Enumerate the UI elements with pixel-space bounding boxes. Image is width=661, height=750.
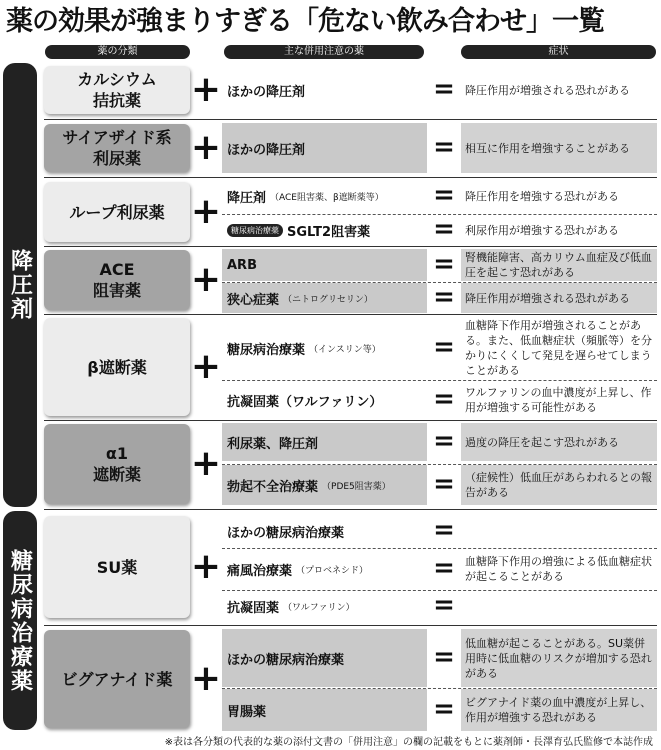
header-combo: 主な併用注意の薬 <box>224 45 424 59</box>
group-divider <box>44 119 657 120</box>
effect-text: 血糖降下作用が増強されることがある。また、低血糖症状（頻脈等）を分かりにくくして発見を遅らせてしまうことがある <box>465 319 652 377</box>
header-symptom: 症状 <box>461 45 656 59</box>
plus-icon: + <box>190 546 222 587</box>
category-antihypertensive: 降圧剤 <box>3 63 37 507</box>
combo-drug-cell <box>227 591 427 621</box>
combo-drug-cell <box>227 629 427 687</box>
plus-icon: + <box>190 259 222 300</box>
row-divider <box>222 590 657 591</box>
group-divider <box>44 246 657 247</box>
category-diabetes: 糖尿病治療薬 <box>3 511 37 730</box>
row-divider <box>222 380 657 381</box>
effect-text: （症候性）低血圧があらわれるとの報告がある <box>461 465 657 505</box>
plus-icon: + <box>190 443 222 484</box>
combo-drug-note: （ACE阻害薬、β遮断薬等） <box>270 192 384 203</box>
equals-icon: = <box>433 249 455 279</box>
combo-drug-cell <box>227 283 427 313</box>
combo-drug-note: （プロベネシド） <box>296 565 369 576</box>
diabetes-badge: 糖尿病治療薬 <box>227 224 283 237</box>
plus-icon: + <box>190 69 222 110</box>
combo-drug-name: ほかの降圧剤 <box>227 84 306 100</box>
combo-drug-name: 糖尿病治療薬 <box>227 342 306 358</box>
combo-drug-note: （ワルファリン） <box>283 602 355 613</box>
group-divider <box>44 420 657 421</box>
combo-drug-cell <box>227 423 427 461</box>
combo-drug-name: ARB <box>227 257 257 273</box>
drug-class-1: サイアザイド系 利尿薬 <box>44 124 190 172</box>
combo-drug-name: ほかの糖尿病治療薬 <box>227 652 345 668</box>
combo-drug-cell <box>227 181 427 211</box>
group-divider <box>44 625 657 626</box>
combo-drug-note: （インスリン等） <box>309 344 381 355</box>
equals-icon: = <box>433 590 455 620</box>
combo-drug-cell <box>227 317 427 379</box>
combo-drug-name: 勃起不全治療薬 <box>227 479 319 495</box>
combo-drug-name: 胃腸薬 <box>227 704 267 720</box>
plus-icon: + <box>190 658 222 699</box>
combo-drug-name: 抗凝固薬（ワルファリン） <box>227 394 383 410</box>
combo-drug-cell <box>227 549 427 589</box>
combo-drug-cell <box>227 515 427 547</box>
effect-text: 過度の降圧を起こす恐れがある <box>461 423 657 461</box>
combo-drug-cell <box>227 123 427 173</box>
group-divider <box>44 509 657 510</box>
effect-text: 降圧作用が増強される恐れがある <box>465 83 630 97</box>
drug-class-6: SU薬 <box>44 516 190 618</box>
drug-class-0: カルシウム 拮抗薬 <box>44 66 190 114</box>
plus-icon: + <box>190 191 222 232</box>
effect-text: 降圧作用が増強される恐れがある <box>461 283 657 313</box>
combo-drug-cell <box>227 215 427 245</box>
combo-drug-name: 利尿薬、降圧剤 <box>227 436 319 452</box>
effect-text: 腎機能障害、高カリウム血症及び低血圧を起こす恐れがある <box>461 249 657 281</box>
equals-icon: = <box>433 332 455 362</box>
combo-drug-cell <box>227 65 427 115</box>
page-title: 薬の効果が強まりすぎる「危ない飲み合わせ」一覧 <box>6 6 604 37</box>
plus-icon: + <box>190 346 222 387</box>
equals-icon: = <box>433 132 455 162</box>
equals-icon: = <box>433 74 455 104</box>
combo-drug-cell <box>227 381 427 419</box>
group-divider <box>44 177 657 178</box>
combo-drug-cell <box>227 249 427 281</box>
equals-icon: = <box>433 553 455 583</box>
combo-drug-name: 狭心症薬 <box>227 292 280 308</box>
row-divider <box>222 464 657 465</box>
combo-drug-name: 降圧剤 <box>227 190 267 206</box>
effect-text: ワルファリンの血中濃度が上昇し、作用が増強する可能性がある <box>465 386 652 414</box>
plus-icon: + <box>190 127 222 168</box>
equals-icon: = <box>433 694 455 724</box>
equals-icon: = <box>433 515 455 545</box>
row-divider <box>222 214 657 215</box>
drug-class-4: β遮断薬 <box>44 318 190 416</box>
combo-drug-name: SGLT2阻害薬 <box>287 224 371 240</box>
drug-class-2: ループ利尿薬 <box>44 182 190 242</box>
combo-drug-name: 痛風治療薬 <box>227 563 293 579</box>
combo-drug-name: ほかの降圧剤 <box>227 142 306 158</box>
combo-drug-note: （PDE5阻害薬） <box>322 481 391 492</box>
header-drug-class: 薬の分類 <box>45 45 190 59</box>
equals-icon: = <box>433 214 455 244</box>
equals-icon: = <box>433 282 455 312</box>
drug-class-5: α1 遮断薬 <box>44 424 190 504</box>
row-divider <box>222 282 657 283</box>
combo-drug-cell <box>227 689 427 731</box>
effect-text: 降圧作用を増強する恐れがある <box>465 189 619 203</box>
group-divider <box>44 314 657 315</box>
row-divider <box>222 548 657 549</box>
drug-class-7: ビグアナイド薬 <box>44 630 190 728</box>
equals-icon: = <box>433 180 455 210</box>
equals-icon: = <box>433 426 455 456</box>
combo-drug-cell <box>227 465 427 505</box>
combo-drug-name: ほかの糖尿病治療薬 <box>227 525 345 541</box>
row-divider <box>222 688 657 689</box>
effect-text: 血糖降下作用の増強による低血糖症状が起こることがある <box>465 555 652 583</box>
equals-icon: = <box>433 469 455 499</box>
footer-note: ※表は各分類の代表的な薬の添付文書の「併用注意」の欄の記載をもとに薬剤師・長澤育弘氏監修で本誌作成 <box>164 737 653 748</box>
effect-text: 低血糖が起こることがある。SU薬併用時に低血糖のリスクが増加する恐れがある <box>461 629 657 687</box>
effect-text: 相互に作用を増強することがある <box>461 123 657 173</box>
combo-drug-name: 抗凝固薬 <box>227 600 280 616</box>
equals-icon: = <box>433 642 455 672</box>
combo-drug-note: （ニトログリセリン） <box>283 294 373 305</box>
drug-class-3: ACE 阻害薬 <box>44 250 190 310</box>
effect-text: ビグアナイド薬の血中濃度が上昇し、作用が増強する恐れがある <box>461 689 657 731</box>
equals-icon: = <box>433 384 455 414</box>
effect-text: 利尿作用が増強する恐れがある <box>465 223 619 237</box>
